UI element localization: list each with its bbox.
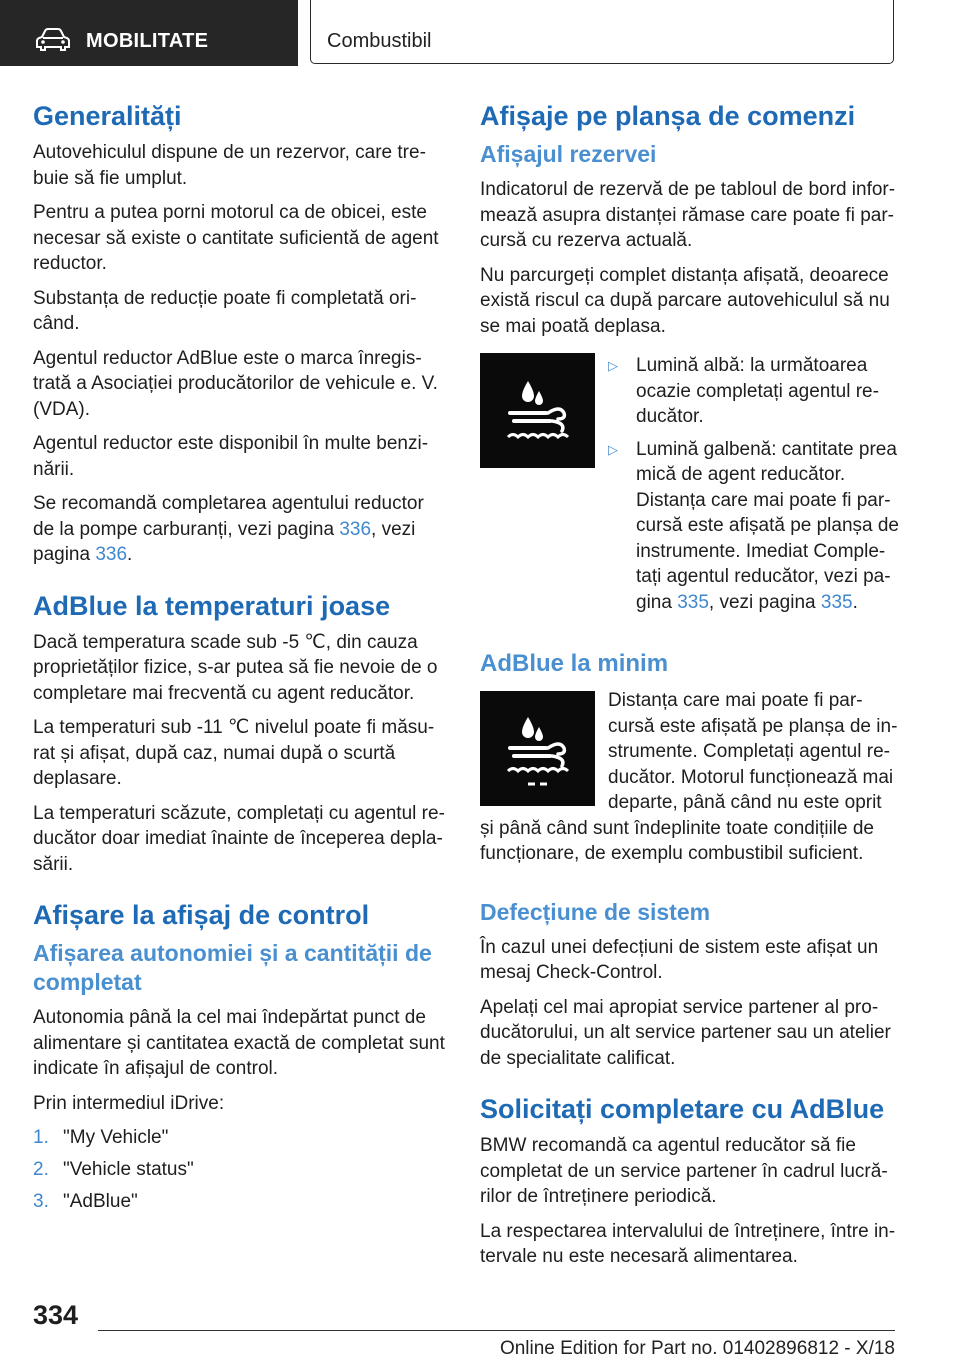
heading-control-display: Afișare la afișaj de control xyxy=(33,900,370,930)
page-link[interactable]: 335 xyxy=(677,591,709,613)
page-number: 334 xyxy=(33,1300,79,1330)
paragraph: Autonomia până la cel mai îndepărtat punct de alimentare și cantitatea exactă de completat sunt indicate în afișajul de control. xyxy=(33,1007,445,1079)
list-item xyxy=(608,437,900,616)
heading-instrument-panel: Afișaje pe planșa de comenzi xyxy=(480,101,856,131)
paragraph: Substanța de reducție poate fi completată oricând. xyxy=(33,287,417,334)
car-icon xyxy=(36,28,70,52)
heading-system-fault: Defecțiune de sistem xyxy=(480,898,711,925)
page-link[interactable]: 336 xyxy=(339,518,372,540)
step-number: 3. xyxy=(33,1191,49,1212)
page-header xyxy=(0,0,960,66)
reserve-indicator-row xyxy=(480,353,900,622)
page-link[interactable]: 335 xyxy=(820,591,853,613)
text-span: Se recomandă completarea agentului reductor de la pompe carburanți, vezi pagina xyxy=(33,493,424,540)
edition-note: Online Edition for Part no. 01402896812 - X/18 xyxy=(499,1338,895,1359)
text-span: Lumină galbenă: cantitate prea mică de agent reducător. Distanța care mai poate fi parcursă este afișată pe planșa de instrumente. Imediat Completați agentul reducător, vezi pagina xyxy=(636,438,900,613)
text-span: , vezi pagina xyxy=(33,518,416,565)
step-text: "Vehicle status" xyxy=(63,1159,194,1180)
chapter-label: Combustibil xyxy=(327,30,432,52)
adblue-minimum-icon xyxy=(480,691,595,806)
paragraph xyxy=(33,491,448,568)
footer-divider xyxy=(98,1330,895,1331)
paragraph: Apelați cel mai apropiat service partener al producătorului, un alt service partener sau un atelier de specialitate calificat. xyxy=(480,996,891,1069)
step-number: 1. xyxy=(33,1127,49,1148)
chapter-tab[interactable] xyxy=(310,0,894,64)
step-text: "AdBlue" xyxy=(63,1191,138,1212)
heading-general: Generalități xyxy=(33,101,182,131)
step-text: "My Vehicle" xyxy=(63,1127,169,1148)
step-number: 2. xyxy=(33,1159,49,1180)
triangle-bullet-icon: ▷ xyxy=(608,441,618,457)
text-span: . xyxy=(127,544,133,565)
paragraph: Nu parcurgeți complet distanța afișată, deoarece există riscul ca după parcare autovehiculul să nu se mai poată deplasa. xyxy=(480,264,890,337)
heading-adblue-minimum: AdBlue la minim xyxy=(480,650,669,677)
page-link[interactable]: 336 xyxy=(95,544,128,565)
heading-reserve: Afișajul rezervei xyxy=(480,141,657,167)
paragraph: La respectarea intervalului de întreținere, între intervale nu este necesară alimentarea. xyxy=(480,1220,896,1267)
text-span: , vezi pagina xyxy=(708,591,821,613)
list-item xyxy=(608,353,900,430)
heading-request-refill: Solicitați completare cu AdBlue xyxy=(480,1094,885,1124)
adblue-warning-icon xyxy=(480,353,595,468)
bullet-text: Lumină albă: la următoarea ocazie completați agentul reducător. xyxy=(636,355,879,427)
text-span: . xyxy=(852,591,858,613)
heading-low-temperature: AdBlue la temperaturi joase xyxy=(33,590,391,621)
paragraph: Indicatorul de rezervă de pe tabloul de bord informează asupra distanței rămase care poate fi parcursă cu rezerva actuală. xyxy=(480,179,896,251)
bullet-text xyxy=(636,437,900,616)
minimum-section xyxy=(480,688,900,876)
paragraph: Agentul reductor este disponibil în multe benzinării. xyxy=(33,433,429,480)
paragraph: BMW recomandă ca agentul reducător să fie completat de un service partener în cadrul lucrărilor de întreținere periodică. xyxy=(480,1135,888,1207)
paragraph: Dacă temperatura scade sub -5 ℃, din cauza proprietăților fizice, s-ar putea să fie nevoie de o completare mai frecventă cu agent reducător. xyxy=(33,631,438,704)
idrive-steps xyxy=(33,1125,448,1214)
list-item xyxy=(33,1157,448,1182)
reserve-light-list xyxy=(608,353,900,622)
paragraph: Agentul reductor AdBlue este o marca înregistrată a Asociației producătorilor de vehicule e. V. (VDA). xyxy=(33,347,438,420)
paragraph: Prin intermediul iDrive: xyxy=(33,1092,225,1114)
paragraph: Autovehiculul dispune de un rezervor, care trebuie să fie umplut. xyxy=(33,142,426,189)
paragraph: În cazul unei defecțiuni de sistem este afișat un mesaj Check-Control. xyxy=(480,936,879,983)
heading-autonomy: Afișarea autonomiei și a cantității de completat xyxy=(33,940,432,995)
paragraph: La temperaturi sub -11 ℃ nivelul poate fi măsurat și afișat, după caz, numai după o scurtă deplasare. xyxy=(33,717,435,789)
section-tab[interactable] xyxy=(0,0,298,66)
paragraph: Pentru a putea porni motorul ca de obicei, este necesar să existe o cantitate suficientă de agent reductor. xyxy=(33,202,439,274)
right-column xyxy=(480,100,900,1279)
section-label: MOBILITATE xyxy=(86,30,209,52)
left-column xyxy=(33,100,448,1221)
list-item xyxy=(33,1189,448,1214)
paragraph: La temperaturi scăzute, completați cu agentul reducător doar imediat înainte de începerea deplasării. xyxy=(33,802,445,875)
list-item xyxy=(33,1125,448,1150)
triangle-bullet-icon: ▷ xyxy=(608,358,618,373)
paragraph: Distanța care mai poate fi parcursă este afișată pe planșa de instrumente. Completați agentul reducător. Motorul funcționează mai departe, până când nu este oprit și până când sunt îndeplinite toate condițiile de funcționare, de exemplu combustibil suficient. xyxy=(480,690,898,864)
